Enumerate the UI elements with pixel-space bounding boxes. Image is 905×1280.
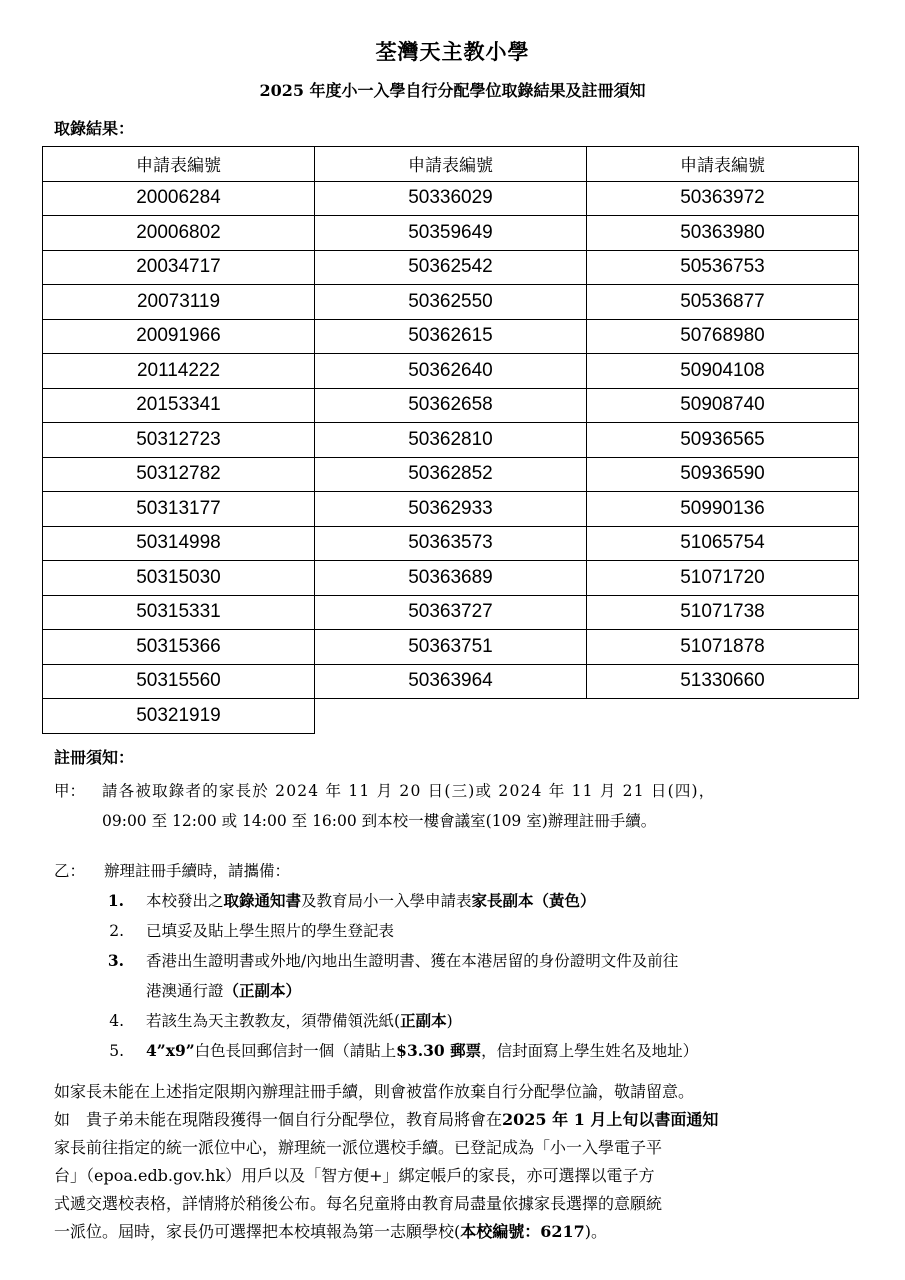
application-number-cell: 50363964 xyxy=(315,664,587,699)
item-text-bold: 4”x9” xyxy=(146,1041,195,1060)
application-number-cell: 50363751 xyxy=(315,630,587,665)
table-row xyxy=(43,285,859,320)
application-number-cell: 50362933 xyxy=(315,492,587,527)
application-number-cell: 50936590 xyxy=(587,457,859,492)
notice-heading: 註冊須知： xyxy=(54,748,135,767)
application-number-cell: 50363727 xyxy=(315,595,587,630)
item-text: ，信封面寫上學生姓名及地址） xyxy=(481,1042,699,1060)
application-number-cell: 20114222 xyxy=(43,354,315,389)
item-number: 3. xyxy=(107,951,124,970)
result-heading: 取錄結果： xyxy=(54,119,135,138)
application-number-cell xyxy=(315,699,587,734)
table-row xyxy=(43,319,859,354)
application-number-cell: 51071738 xyxy=(587,595,859,630)
item-number: 2. xyxy=(109,922,124,940)
table-row xyxy=(43,630,859,665)
item-text-bold: 正副本 xyxy=(400,1011,447,1030)
application-number-cell: 50313177 xyxy=(43,492,315,527)
item-text: 若該生為天主教教友，須帶備領洗紙( xyxy=(146,1012,401,1030)
item-text: 已填妥及貼上學生照片的學生登記表 xyxy=(146,922,395,940)
closing-text-bold: 2025 年 1 月上旬以書面通知 xyxy=(502,1110,719,1129)
item-text: 香港出生證明書或外地/內地出生證明書、獲在本港居留的身份證明文件及前往 xyxy=(146,952,679,970)
application-number-cell: 50315366 xyxy=(43,630,315,665)
item-number: 5. xyxy=(109,1042,124,1060)
application-number-cell: 50768980 xyxy=(587,319,859,354)
application-number-cell: 20034717 xyxy=(43,250,315,285)
closing-paragraph xyxy=(54,1078,854,1246)
application-number-cell: 50362615 xyxy=(315,319,587,354)
application-number-cell: 50363689 xyxy=(315,561,587,596)
closing-line: 如家長未能在上述指定限期內辦理註冊手續，則會被當作放棄自行分配學位論，敬請留意。 xyxy=(54,1082,695,1101)
closing-line: 家長前往指定的統一派位中心，辦理統一派位選校手續。已登記成為「小一入學電子平 xyxy=(54,1138,663,1157)
item-a-line2: 09:00 至 12:00 或 14:00 至 16:00 到本校一樓會議室(109 室)辦理註冊手續。 xyxy=(102,812,657,830)
table-row xyxy=(43,526,859,561)
application-number-cell: 50363980 xyxy=(587,216,859,251)
item-text: ) xyxy=(446,1012,453,1030)
application-number-cell: 51330660 xyxy=(587,664,859,699)
column-header: 申請表編號 xyxy=(587,147,859,182)
application-number-cell: 50908740 xyxy=(587,388,859,423)
table-row xyxy=(43,216,859,251)
closing-text: 如 貴子弟未能在現階段獲得一個自行分配學位，教育局將會在 xyxy=(54,1110,503,1129)
table-row xyxy=(43,423,859,458)
list-item xyxy=(106,946,866,1006)
item-a-label: 甲： xyxy=(54,782,86,800)
table-row xyxy=(43,250,859,285)
item-text-bold: $3.30 郵票 xyxy=(396,1041,482,1060)
application-number-cell: 50312782 xyxy=(43,457,315,492)
table-row xyxy=(43,595,859,630)
application-number-cell: 20073119 xyxy=(43,285,315,320)
application-number-cell: 50536753 xyxy=(587,250,859,285)
results-table xyxy=(42,146,859,734)
table-row xyxy=(43,457,859,492)
application-number-cell: 50315560 xyxy=(43,664,315,699)
document-title: 2025 年度小一入學自行分配學位取錄結果及註冊須知 xyxy=(259,81,646,100)
application-number-cell: 50936565 xyxy=(587,423,859,458)
application-number-cell: 50362550 xyxy=(315,285,587,320)
application-number-cell: 51065754 xyxy=(587,526,859,561)
item-text: 本校發出之 xyxy=(146,892,224,910)
item-text: 白色長回郵信封一個（請貼上 xyxy=(194,1042,397,1060)
list-item xyxy=(106,1036,866,1066)
results-body xyxy=(43,181,859,733)
table-row xyxy=(43,354,859,389)
application-number-cell: 50362852 xyxy=(315,457,587,492)
closing-line: 式遞交選校表格，詳情將於稍後公布。每名兒童將由教育局盡量依據家長選擇的意願統 xyxy=(54,1194,663,1213)
application-number-cell: 50315030 xyxy=(43,561,315,596)
application-number-cell: 51071720 xyxy=(587,561,859,596)
application-number-cell: 50363972 xyxy=(587,181,859,216)
item-text-bold: （正副本） xyxy=(223,981,302,1000)
application-number-cell xyxy=(587,699,859,734)
list-item xyxy=(106,1006,866,1036)
application-number-cell: 51071878 xyxy=(587,630,859,665)
application-number-cell: 50363573 xyxy=(315,526,587,561)
table-row xyxy=(43,492,859,527)
application-number-cell: 50362658 xyxy=(315,388,587,423)
list-item xyxy=(106,916,866,946)
application-number-cell: 50359649 xyxy=(315,216,587,251)
application-number-cell: 20006802 xyxy=(43,216,315,251)
application-number-cell: 20006284 xyxy=(43,181,315,216)
item-text-bold: 家長副本（黃色） xyxy=(471,891,596,910)
table-row xyxy=(43,388,859,423)
application-number-cell: 50362542 xyxy=(315,250,587,285)
item-b-intro: 辦理註冊手續時，請攜備： xyxy=(104,862,291,880)
application-number-cell: 20153341 xyxy=(43,388,315,423)
closing-text: )。 xyxy=(584,1222,608,1241)
application-number-cell: 50362810 xyxy=(315,423,587,458)
required-documents-list xyxy=(106,886,866,1066)
item-text: 港澳通行證 xyxy=(146,982,224,1000)
column-header: 申請表編號 xyxy=(315,147,587,182)
item-number: 4. xyxy=(109,1012,124,1030)
item-b-label: 乙： xyxy=(54,862,86,880)
application-number-cell: 50990136 xyxy=(587,492,859,527)
application-number-cell: 20091966 xyxy=(43,319,315,354)
table-row xyxy=(43,664,859,699)
item-text-bold: 取錄通知書 xyxy=(223,891,302,910)
table-row xyxy=(43,561,859,596)
item-text: 及教育局小一入學申請表 xyxy=(301,892,472,910)
application-number-cell: 50904108 xyxy=(587,354,859,389)
closing-line: 台」（epoa.edb.gov.hk）用戶以及「智方便+」綁定帳戶的家長，亦可選擇以電子方 xyxy=(54,1166,655,1185)
application-number-cell: 50336029 xyxy=(315,181,587,216)
application-number-cell: 50536877 xyxy=(587,285,859,320)
closing-text: 一派位。屆時，家長仍可選擇把本校填報為第一志願學校( xyxy=(54,1222,461,1241)
item-a-line1: 請各被取錄者的家長於 2024 年 11 月 20 日(三)或 2024 年 11 月 21 日(四)， xyxy=(102,782,716,800)
application-number-cell: 50312723 xyxy=(43,423,315,458)
school-code: 本校編號：6217 xyxy=(460,1222,585,1241)
application-number-cell: 50315331 xyxy=(43,595,315,630)
column-header: 申請表編號 xyxy=(43,147,315,182)
closing-line xyxy=(54,1218,854,1246)
item-number: 1. xyxy=(107,891,124,910)
application-number-cell: 50321919 xyxy=(43,699,315,734)
item-a-text xyxy=(102,776,862,836)
application-number-cell: 50314998 xyxy=(43,526,315,561)
table-row xyxy=(43,699,859,734)
school-name: 荃灣天主教小學 xyxy=(375,39,530,64)
closing-line xyxy=(54,1106,854,1134)
table-row xyxy=(43,181,859,216)
list-item xyxy=(106,886,866,916)
application-number-cell: 50362640 xyxy=(315,354,587,389)
